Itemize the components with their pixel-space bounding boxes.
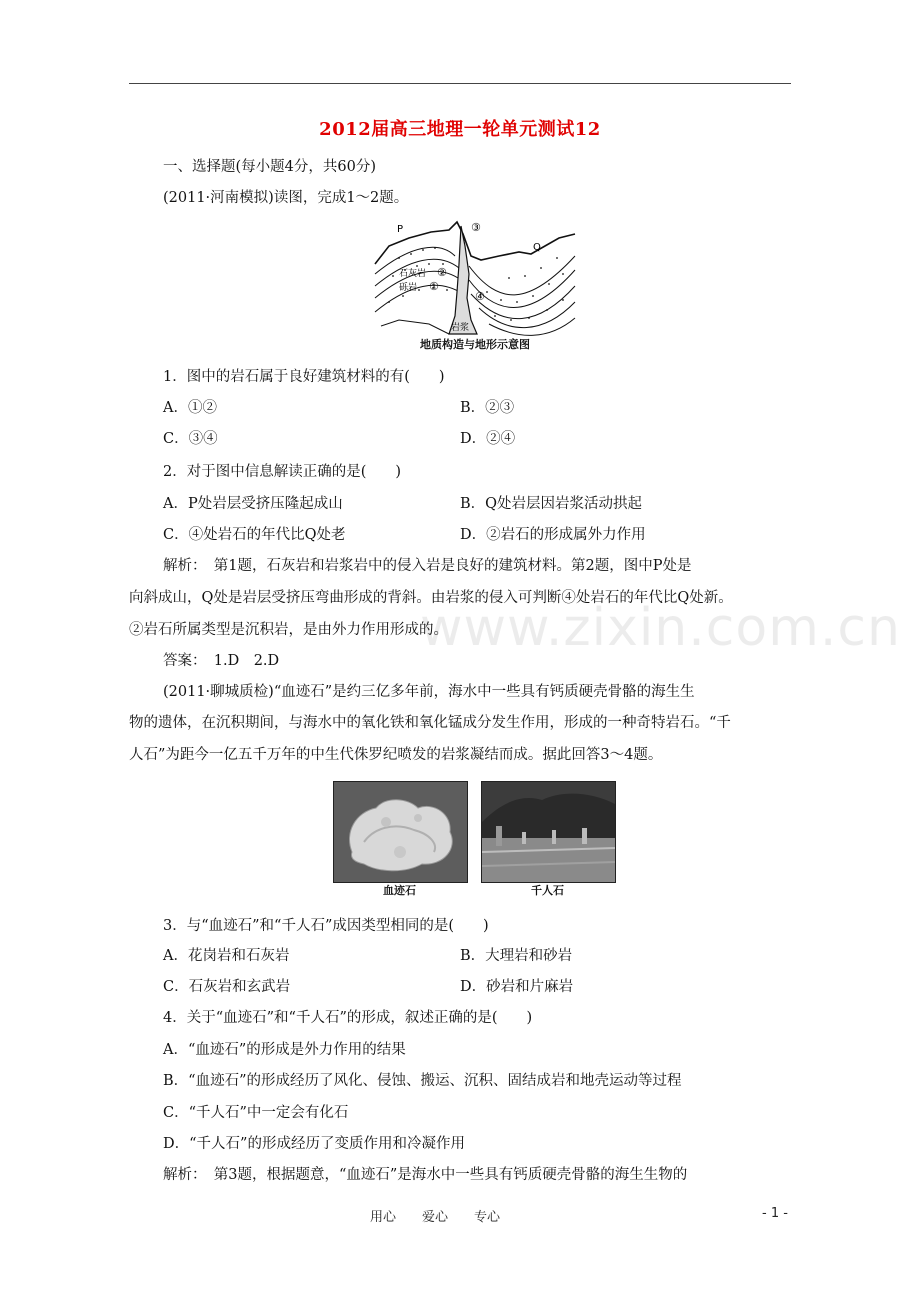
- q2-option-a: A．P处岩层受挤压隆起成山: [163, 496, 343, 512]
- q3-option-a: A．花岗岩和石灰岩: [163, 948, 290, 964]
- q3-option-c: C．石灰岩和玄武岩: [163, 979, 291, 995]
- q4-option-c: C．“千人石”中一定会有化石: [163, 1105, 349, 1121]
- q3-option-b: B．大理岩和砂岩: [460, 948, 573, 964]
- analysis2-line1: 解析： 第3题，根据题意，“血迹石”是海水中一些具有钙质硬壳骨骼的海生生物的: [163, 1167, 688, 1183]
- q2-option-c: C．④处岩石的年代比Q处老: [163, 527, 346, 543]
- q2-option-d: D．②岩石的形成属外力作用: [460, 527, 646, 543]
- figure1-caption: 地质构造与地形示意图: [420, 338, 530, 351]
- label-3: ③: [471, 221, 481, 234]
- q4-option-d: D．“千人石”的形成经历了变质作用和冷凝作用: [163, 1136, 465, 1152]
- photo-blood-stone: [333, 781, 468, 883]
- footer-center: 用心 爱心 专心: [370, 1210, 501, 1225]
- answer1: 答案： 1.D 2.D: [163, 653, 280, 669]
- q2-option-b: B．Q处岩层因岩浆活动拱起: [460, 496, 643, 512]
- label-1: ①: [429, 280, 439, 293]
- label-4: ④: [475, 290, 485, 303]
- label-2: ②: [437, 266, 447, 279]
- analysis1-line3: ②岩石所属类型是沉积岩，是由外力作用形成的。: [129, 622, 448, 638]
- label-p: P: [397, 224, 404, 235]
- group2-intro-line3: 人石”为距今一亿五千万年的中生代侏罗纪喷发的岩浆凝结而成。据此回答3～4题。: [129, 747, 663, 763]
- q4-option-a: A．“血迹石”的形成是外力作用的结果: [163, 1042, 406, 1058]
- photo-right-caption: 千人石: [531, 884, 564, 897]
- group1-intro: (2011·河南模拟)读图，完成1～2题。: [163, 190, 409, 206]
- page-number: - 1 -: [762, 1206, 788, 1221]
- geology-figure: [369, 216, 581, 338]
- analysis1-line1: 解析： 第1题，石灰岩和岩浆岩中的侵入岩是良好的建筑材料。第2题，图中P处是: [163, 558, 692, 574]
- q1-option-d: D．②④: [460, 431, 516, 447]
- photo-thousand-man-stone: [481, 781, 616, 883]
- watermark: www.zixin.com.cn: [420, 598, 901, 658]
- photo-left-caption: 血迹石: [383, 884, 416, 897]
- q1-option-b: B．②③: [460, 400, 515, 416]
- page-title: 2012届高三地理一轮单元测试12: [319, 119, 601, 140]
- group2-intro-line1: (2011·聊城质检)“血迹石”是约三亿多年前，海水中一些具有钙质硬壳骨骼的海生生: [163, 684, 695, 700]
- thousand-man-stone-image: [482, 782, 615, 882]
- label-conglomerate: 砾岩: [399, 283, 418, 293]
- q4-stem: 4．关于“血迹石”和“千人石”的形成，叙述正确的是( ): [163, 1010, 533, 1026]
- blood-stone-image: [334, 782, 467, 882]
- q3-option-d: D．砂岩和片麻岩: [460, 979, 574, 995]
- q4-option-b: B．“血迹石”的形成经历了风化、侵蚀、搬运、沉积、固结成岩和地壳运动等过程: [163, 1073, 682, 1089]
- q3-stem: 3．与“血迹石”和“千人石”成因类型相同的是( ): [163, 918, 489, 934]
- group2-intro-line2: 物的遗体，在沉积期间，与海水中的氧化铁和氧化锰成分发生作用，形成的一种奇特岩石。“千: [129, 715, 731, 731]
- q1-stem: 1．图中的岩石属于良好建筑材料的有( ): [163, 369, 445, 385]
- header-rule: [129, 83, 791, 84]
- label-limestone: 石灰岩: [399, 269, 427, 279]
- q1-option-c: C．③④: [163, 431, 218, 447]
- label-q: Q: [533, 242, 541, 253]
- geology-diagram: [369, 216, 581, 338]
- analysis1-line2: 向斜成山，Q处是岩层受挤压弯曲形成的背斜。由岩浆的侵入可判断④处岩石的年代比Q处新。: [129, 590, 733, 606]
- section-heading: 一、选择题(每小题4分，共60分): [163, 159, 376, 175]
- q1-option-a: A．①②: [163, 400, 217, 416]
- label-magma: 岩浆: [451, 323, 470, 333]
- q2-stem: 2．对于图中信息解读正确的是( ): [163, 464, 402, 480]
